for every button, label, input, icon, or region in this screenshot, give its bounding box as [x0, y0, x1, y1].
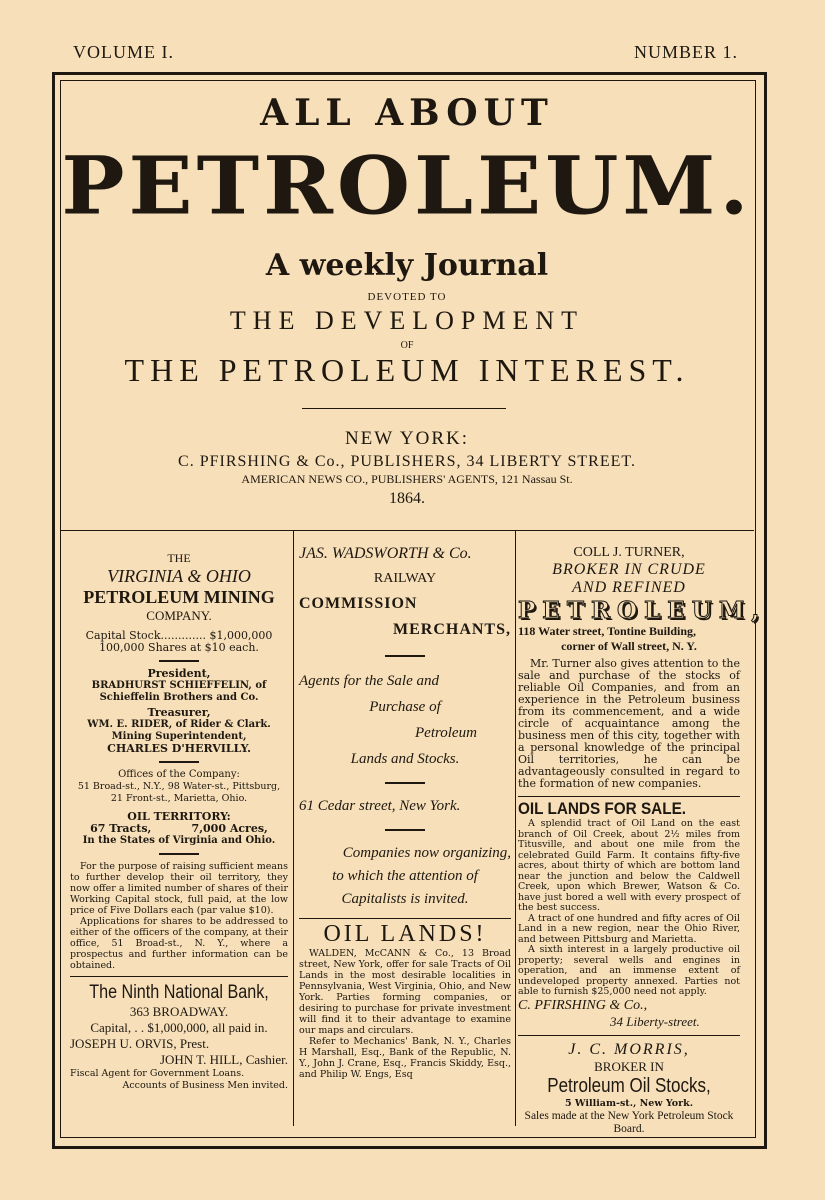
- fiscal-agent: Fiscal Agent for Government Loans.: [70, 1068, 245, 1079]
- companies-line-1: Companies now organizing,: [342, 845, 511, 861]
- oil-lands-references: Refer to Mechanics' Bank, N. Y., Charles H Marshall, Esq., Bank of the Republic, N. Y., John J. Crane, Esq., Francis Skiddy, Esq., and Philip W. Engs, Esq: [299, 1036, 511, 1080]
- oil-lands-paragraph: WALDEN, McCANN & Co., 13 Broad street, New York, offer for sale Tracts of Oil Lands in the most desirable localities in Pennsylvania, West Virginia, Ohio, and New York. Parties forming companies, or desiring to purchase for private investment will find it to their advantage to examine our maps and circulars.: [299, 948, 511, 1036]
- turner-name: COLL J. TURNER,: [573, 545, 685, 560]
- ad-the: THE: [167, 551, 191, 565]
- morris-name: J. C. MORRIS,: [568, 1040, 690, 1058]
- column-2: [299, 535, 511, 1080]
- morris-address: 5 William-st., New York.: [564, 1097, 694, 1109]
- morris-broker-in: BROKER IN: [594, 1058, 664, 1074]
- volume-label: VOLUME I.: [73, 42, 174, 62]
- number-label: NUMBER 1.: [634, 42, 739, 62]
- tracts: 67 Tracts,: [90, 822, 152, 835]
- offices-label: Offices of the Company:: [118, 769, 240, 780]
- turner-paragraph: Mr. Turner also gives attention to the sale and purchase of the stocks of reliable Oil Companies, and from an experience in the Petroleum business from its commencement, and a wide circle of acquaintance among the business men of this city, together with a personal knowledge of the principal Oil territories, he can be advantageously consulted in regard to the formation of new companies.: [518, 657, 740, 790]
- morris-sales: Sales made at the New York Petroleum Stock Board.: [524, 1109, 734, 1135]
- treasurer-label: Treasurer,: [147, 706, 211, 719]
- column-1: [70, 535, 288, 1092]
- merchants: MERCHANTS,: [392, 621, 511, 638]
- superintendent-label: Mining Superintendent,: [111, 731, 247, 742]
- oil-lands-for-sale-heading: OIL LANDS FOR SALE.: [518, 799, 687, 818]
- agents-line-2: Purchase of: [369, 699, 441, 715]
- sale-paragraph-3: A sixth interest in a largely productive oil property; several wells and engines in operation, and an immense extent of undeveloped property annexed. Parties not able to furnish $25,000 need not apply.: [518, 944, 740, 997]
- company-name-1: VIRGINIA & OHIO: [107, 566, 251, 586]
- city: NEW YORK:: [344, 428, 470, 449]
- treasurer: WM. E. RIDER, of Rider & Clark.: [87, 719, 271, 730]
- wadsworth-firm: JAS. WADSWORTH & Co.: [299, 545, 472, 562]
- president-label: President,: [147, 667, 211, 680]
- offices-2: 21 Front-st., Marietta, Ohio.: [110, 793, 248, 804]
- masthead-subtitle: A weekly Journal: [265, 248, 549, 283]
- offices-1: 51 Broad-st., N.Y., 98 Water-st., Pittsburg,: [77, 781, 281, 792]
- broker-line-1: BROKER IN CRUDE: [552, 561, 706, 578]
- bank-name: The Ninth National Bank,: [89, 982, 269, 1003]
- morris-stocks: Petroleum Oil Stocks,: [547, 1074, 711, 1097]
- wadsworth-address: 61 Cedar street, New York.: [299, 798, 461, 814]
- masthead-development: THE DEVELOPMENT: [229, 306, 585, 335]
- masthead-title: PETROLEUM.: [61, 138, 753, 233]
- bank-cashier: JOHN T. HILL, Cashier.: [159, 1052, 288, 1067]
- turner-address-2: corner of Wall street, N. Y.: [561, 639, 697, 653]
- agents-line-1: Agents for the Sale and: [299, 673, 439, 689]
- pfirshing-signature: C. PFIRSHING & Co.,: [518, 997, 648, 1013]
- agents-line-3: Petroleum: [415, 725, 477, 741]
- sale-paragraph-2: A tract of one hundred and fifty acres of Oil Land in a new region, near the Ohio River, and between Pittsburg and Marietta.: [518, 912, 740, 945]
- petroleum-display: PETROLEUM,: [518, 597, 767, 624]
- bank-president: JOSEPH U. ORVIS, Prest.: [70, 1036, 210, 1051]
- companies-line-3: Capitalists is invited.: [341, 891, 469, 907]
- commission: COMMISSION: [299, 595, 418, 612]
- bank-address: 363 BROADWAY.: [129, 1004, 229, 1019]
- railway: RAILWAY: [373, 571, 437, 586]
- company-name-3: COMPANY.: [146, 608, 212, 623]
- oil-territory: OIL TERRITORY:: [127, 810, 231, 823]
- column-3: [518, 535, 767, 1136]
- agents-line-4: Lands and Stocks.: [350, 751, 460, 767]
- devoted-label: DEVOTED TO: [367, 291, 447, 303]
- president-firm: Schieffelin Brothers and Co.: [99, 692, 259, 703]
- year: 1864.: [389, 490, 425, 507]
- acres: 7,000 Acres,: [191, 822, 268, 835]
- capital-stock: Capital Stock............. $1,000,000: [85, 629, 273, 642]
- offer-paragraph: For the purpose of raising sufficient means to further develop their oil territory, they now offer a limited number of shares of their Working Capital stock, full paid, at the low price of Five Dollars each (par value $10).: [70, 861, 288, 916]
- states: In the States of Virginia and Ohio.: [82, 835, 276, 846]
- superintendent: CHARLES D'HERVILLY.: [107, 742, 251, 755]
- pfirshing-address: 34 Liberty-street.: [610, 1013, 700, 1029]
- company-name-2: PETROLEUM MINING: [83, 587, 275, 607]
- accounts: Accounts of Business Men invited.: [122, 1080, 288, 1091]
- sale-paragraph-1: A splendid tract of Oil Land on the east branch of Oil Creek, about 2½ miles from Titusville, and about one mile from the celebrated Guild Farm. It contains fifty-five acres, about thirty of which are bottom land near the junction and below the Caldwell Creek, upon which Brewer, Watson & Co. have just bored a well with every prospect of the best success.: [518, 818, 740, 913]
- masthead-interest: THE PETROLEUM INTEREST.: [124, 352, 690, 388]
- publishers: C. PFIRSHING & Co., PUBLISHERS, 34 LIBERTY STREET.: [178, 453, 636, 470]
- turner-address-1: 118 Water street, Tontine Building,: [518, 624, 697, 638]
- companies-line-2: to which the attention of: [332, 868, 478, 884]
- shares: 100,000 Shares at $10 each.: [99, 641, 259, 654]
- broker-line-2: AND REFINED: [572, 579, 686, 596]
- of-label: OF: [400, 340, 414, 351]
- masthead-line1: ALL ABOUT: [260, 92, 554, 134]
- applications-paragraph: Applications for shares to be addressed to either of the officers of the company, at their office, 51 Broad-st., N. Y., where a prospectus and further information can be obtained.: [70, 916, 288, 971]
- oil-lands-heading: OIL LANDS!: [323, 921, 487, 947]
- president: BRADHURST SCHIEFFELIN, of: [91, 680, 267, 691]
- bank-capital: Capital, . . $1,000,000, all paid in.: [90, 1020, 268, 1035]
- agents: AMERICAN NEWS CO., PUBLISHERS' AGENTS, 121 Nassau St.: [241, 472, 573, 486]
